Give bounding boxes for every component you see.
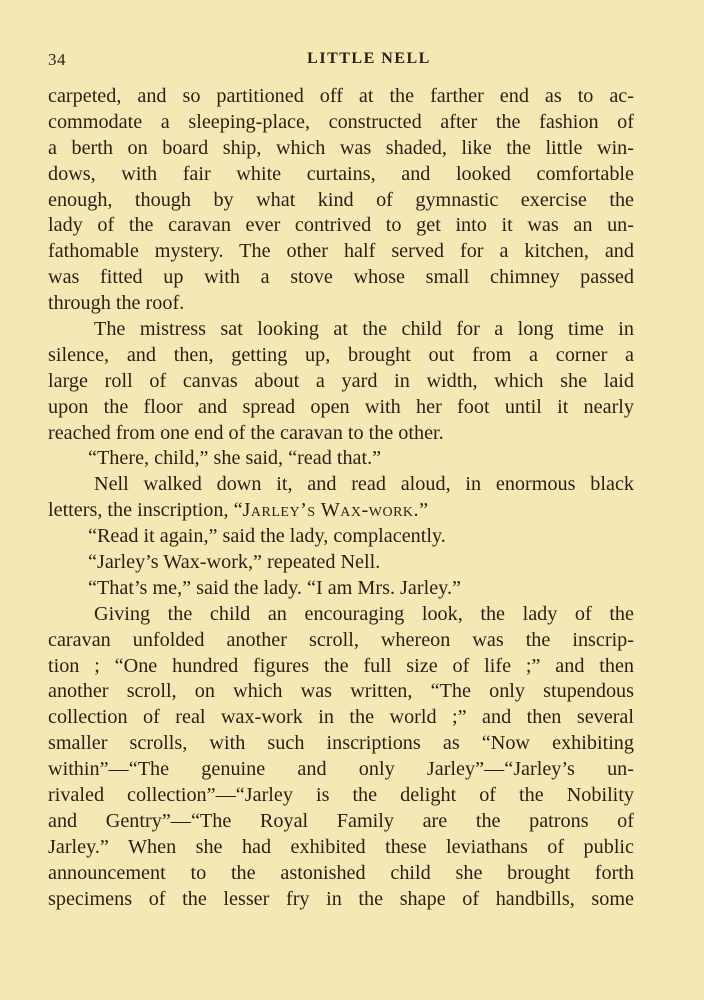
text-line: commodate a sleeping-place, constructed after the fashion of (48, 110, 634, 133)
text-line: caravan unfolded another scroll, whereon was the inscrip- (48, 628, 634, 651)
text-line: “That’s me,” said the lady. “I am Mrs. Jarley.” (88, 576, 461, 599)
text-line: Giving the child an encouraging look, the lady of the (94, 602, 634, 625)
text-line: fathomable mystery. The other half served for a kitchen, and (48, 240, 634, 263)
text-line: carpeted, and so partitioned off at the farther end as to ac- (48, 85, 634, 107)
text-line: Nell walked down it, and read aloud, in enormous black (94, 473, 634, 496)
text-line (48, 498, 634, 524)
text-line: enough, though by what kind of gymnastic exercise the (48, 188, 634, 211)
text-line: within”—“The genuine and only Jarley”—“Jarley’s un- (48, 758, 634, 781)
text-line: lady of the caravan ever contrived to get into it was an un- (48, 214, 634, 237)
text-line: another scroll, on which was written, “The only stupendous (48, 680, 634, 703)
text-line: specimens of the lesser fry in the shape of handbills, some (48, 887, 634, 910)
page-number: 34 (48, 50, 66, 69)
text-fragment: ” (419, 499, 429, 522)
text-line: collection of real wax-work in the world ;” and then several (48, 706, 634, 729)
text-line: silence, and then, getting up, brought out from a corner a (48, 343, 634, 366)
inscription-small-caps: Jarley’s Wax-work. (242, 499, 420, 522)
text-line: “There, child,” she said, “read that.” (88, 447, 382, 470)
text-line: “Read it again,” said the lady, complacently. (88, 525, 446, 548)
text-line: upon the floor and spread open with her foot until it nearly (48, 395, 634, 418)
running-head: LITTLE NELL (307, 50, 431, 67)
text-line: rivaled collection”—“Jarley is the delight of the Nobility (48, 784, 634, 807)
page-header (48, 46, 634, 72)
text-line: was fitted up with a stove whose small chimney passed (48, 266, 634, 289)
text-line: and Gentry”—“The Royal Family are the patrons of (48, 809, 634, 832)
text-line: reached from one end of the caravan to the other. (48, 421, 444, 444)
text-line: dows, with fair white curtains, and looked comfortable (48, 162, 634, 185)
text-line: The mistress sat looking at the child for a long time in (94, 318, 634, 341)
text-line: smaller scrolls, with such inscriptions as “Now exhibiting (48, 732, 634, 755)
text-line: announcement to the astonished child she brought forth (48, 861, 634, 884)
text-line: Jarley.” When she had exhibited these leviathans of public (48, 835, 634, 858)
text-line: tion ; “One hundred figures the full size of life ;” and then (48, 654, 634, 677)
text-fragment: letters, the inscription, “ (48, 499, 243, 522)
body-text (48, 84, 634, 913)
text-line: large roll of canvas about a yard in width, which she laid (48, 369, 634, 392)
text-line: a berth on board ship, which was shaded, like the little win- (48, 136, 634, 159)
text-line: “Jarley’s Wax-work,” repeated Nell. (88, 551, 381, 574)
text-line: through the roof. (48, 292, 185, 315)
